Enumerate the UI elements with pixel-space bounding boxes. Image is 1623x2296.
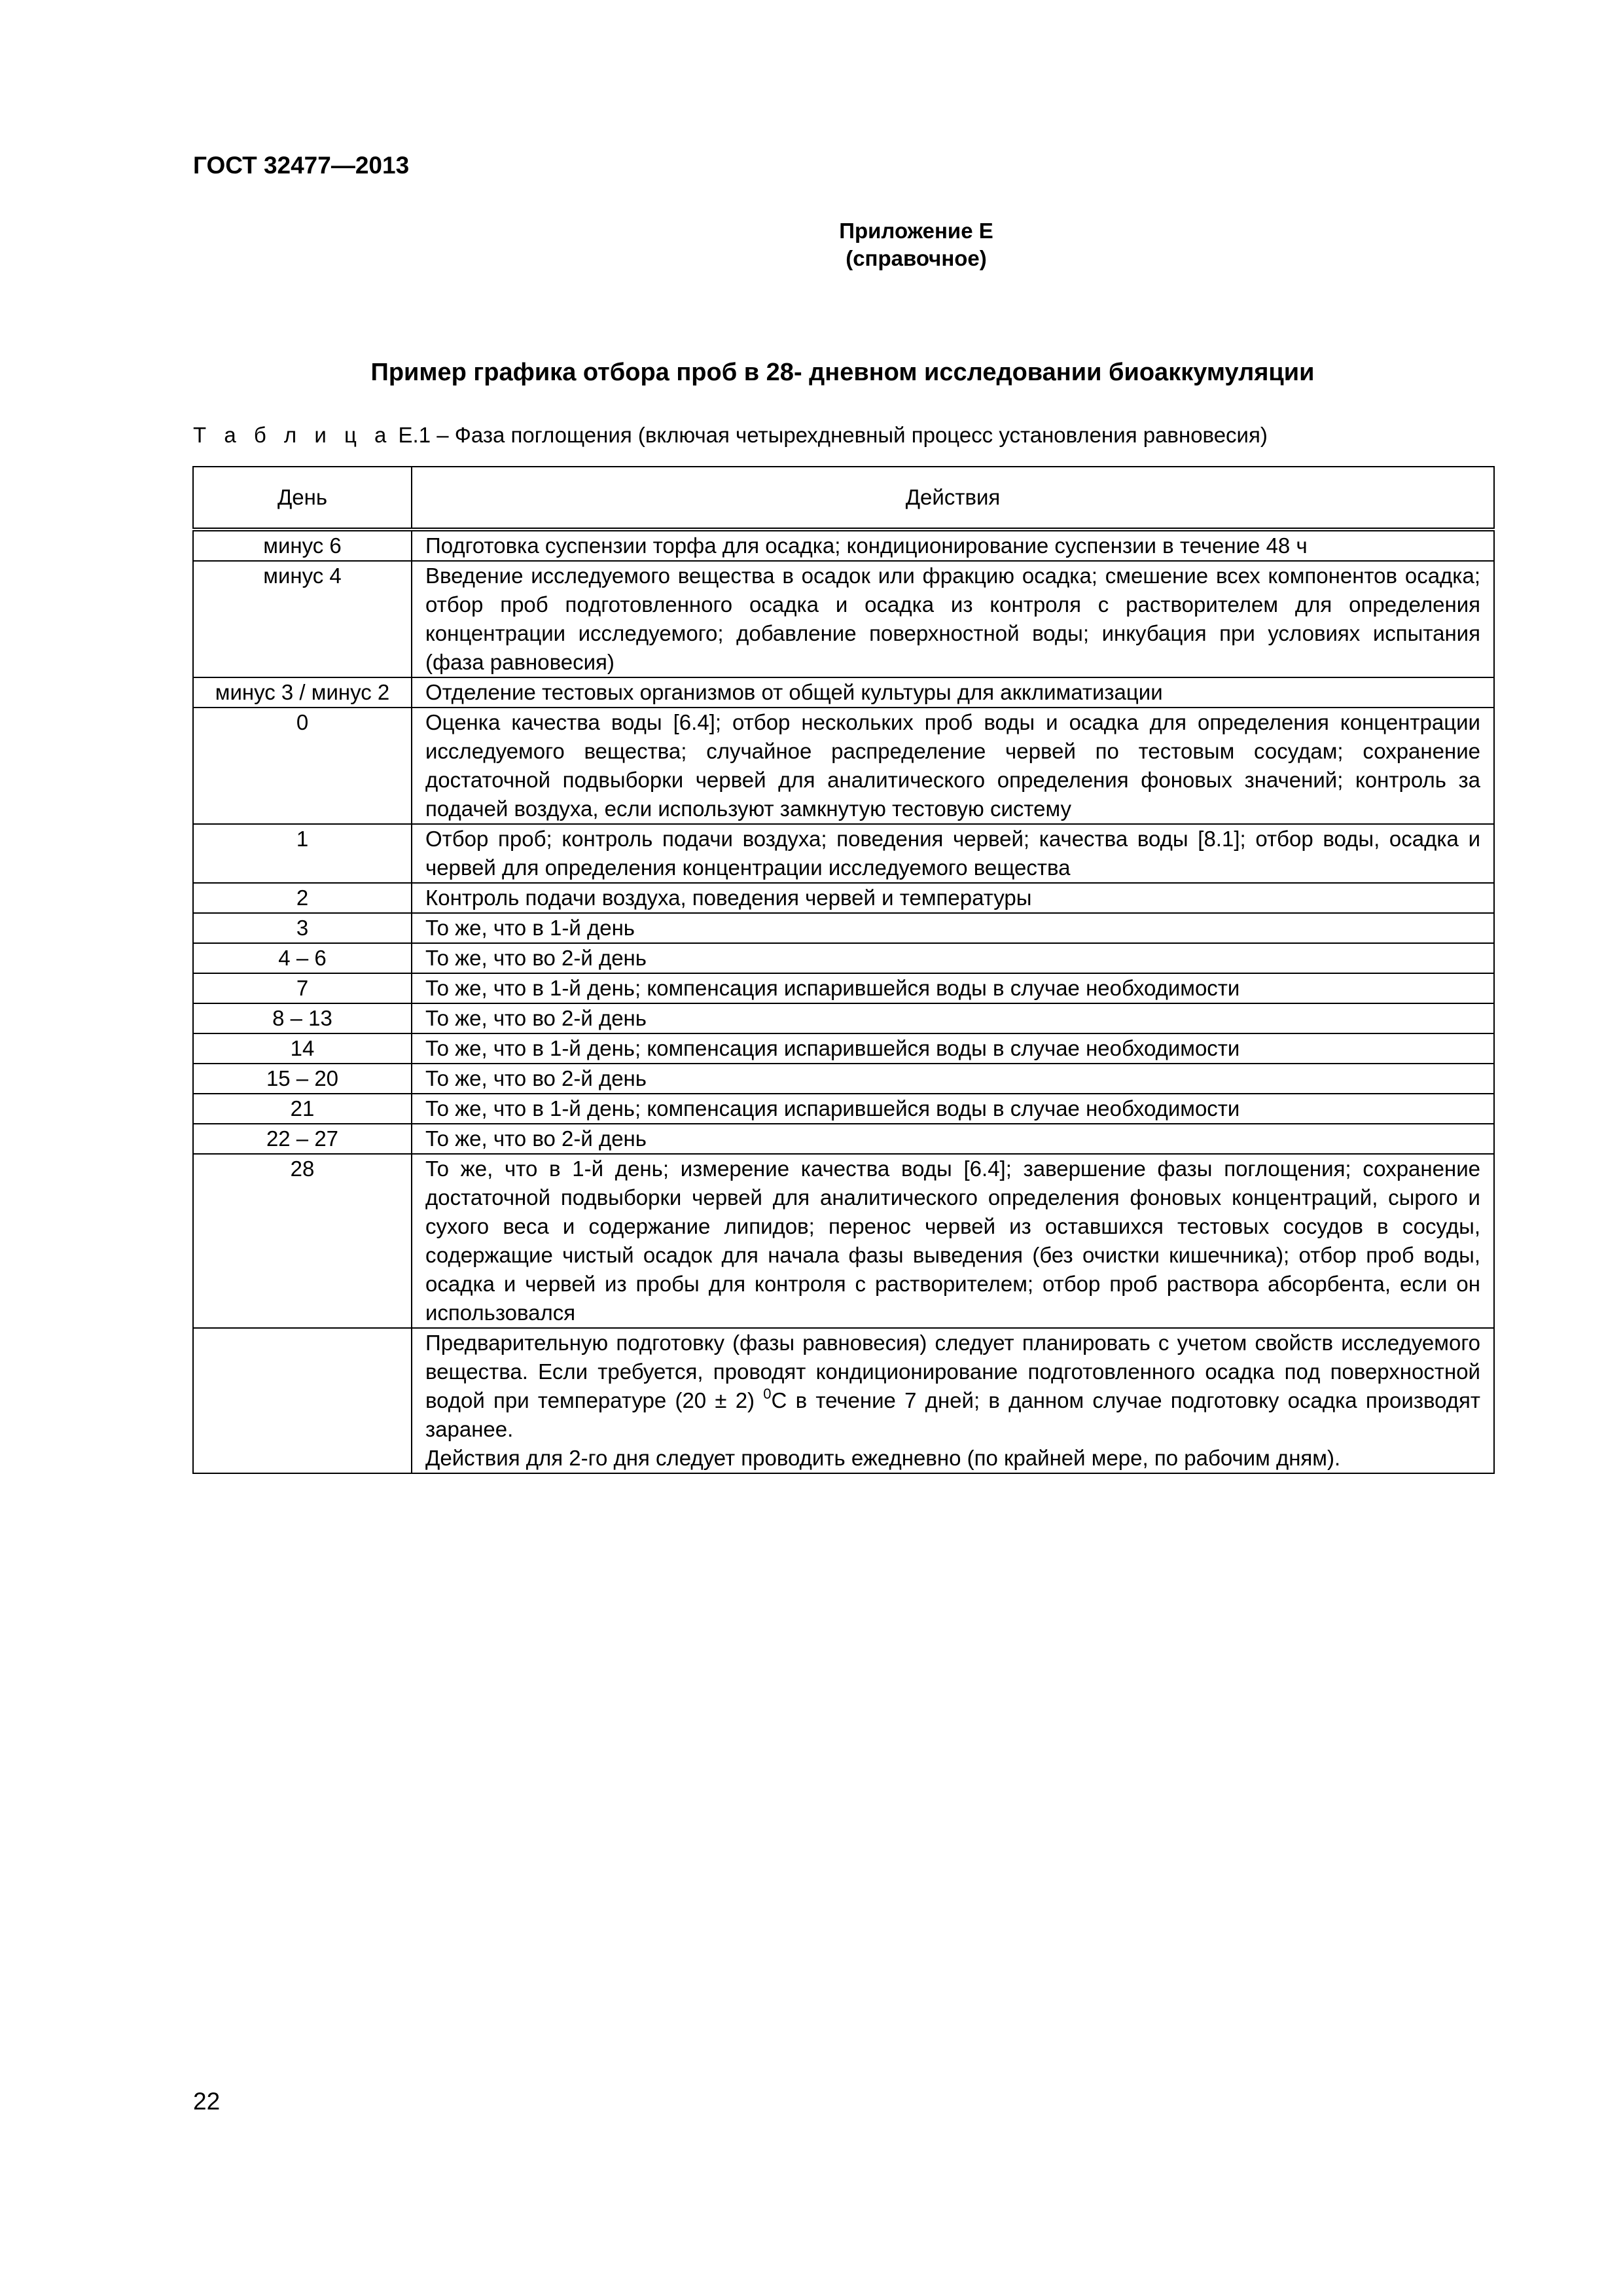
table-row	[193, 973, 1494, 1003]
actions-cell: Отделение тестовых организмов от общей культуры для акклиматизации	[412, 677, 1494, 708]
table-row	[193, 883, 1494, 913]
table-row	[193, 561, 1494, 677]
table-row	[193, 1124, 1494, 1154]
note-daily-actions: Действия для 2-го дня следует проводить ежедневно (по крайней мере, по рабочим дням).	[425, 1446, 1341, 1470]
day-cell: 4 – 6	[193, 943, 412, 973]
day-cell: минус 3 / минус 2	[193, 677, 412, 708]
annex-heading	[707, 217, 1126, 272]
actions-cell: То же, что в 1-й день; компенсация испарившейся воды в случае необходимости	[412, 1033, 1494, 1064]
table-caption-number: Е.1	[398, 423, 431, 447]
actions-cell: Подготовка суспензии торфа для осадка; кондиционирование суспензии в течение 48 ч	[412, 529, 1494, 561]
annex-status: (справочное)	[846, 246, 987, 270]
table-row	[193, 1064, 1494, 1094]
table-row	[193, 1033, 1494, 1064]
actions-cell: То же, что в 1-й день; компенсация испарившейся воды в случае необходимости	[412, 973, 1494, 1003]
table-row	[193, 1003, 1494, 1033]
table-caption-label: Т а б л и ц а	[193, 423, 393, 447]
note-preparation-text: Предварительную подготовку (фазы равновесия) следует планировать с учетом свойств исследуемого вещества. Если требуется, проводят кондиционирование подготовленного осадка под поверхностной водой при температуре (20 ± 2)	[425, 1331, 1480, 1412]
actions-cell: То же, что в 1-й день	[412, 913, 1494, 943]
actions-cell: Контроль подачи воздуха, поведения червей и температуры	[412, 883, 1494, 913]
table-row	[193, 529, 1494, 561]
column-header-day: День	[193, 467, 412, 529]
day-cell: 3	[193, 913, 412, 943]
page-title: Пример графика отбора проб в 28- дневном исследовании биоаккумуляции	[370, 359, 1315, 386]
actions-cell: Введение исследуемого вещества в осадок или фракцию осадка; смешение всех компонентов осадка; отбор проб подготовленного осадка и осадка из контроля с растворителем для определения концентрации исследуемого; добавление поверхностной воды; инкубация при условиях испытания (фаза равновесия)	[412, 561, 1494, 677]
actions-cell: То же, что в 1-й день; измерение качества воды [6.4]; завершение фазы поглощения; сохранение достаточной подвыборки червей для аналитического определения фоновых концентраций, сырого и сухого веса и содержание липидов; перенос червей из оставшихся тестовых сосудов в сосуды, содержащие чистый осадок для начала фазы выведения (без очистки кишечника); отбор проб воды, осадка и червей из пробы для контроля с растворителем; отбор проб раствора абсорбента, если он использовался	[412, 1154, 1494, 1328]
table-row	[193, 1094, 1494, 1124]
day-cell: 2	[193, 883, 412, 913]
table-notes-row	[193, 1328, 1494, 1473]
day-cell: 1	[193, 824, 412, 883]
day-cell: 22 – 27	[193, 1124, 412, 1154]
table-caption	[193, 423, 1268, 448]
note-preparation-tail: С в течение 7 дней; в данном случае подготовку осадка производят заранее.	[425, 1388, 1480, 1441]
actions-cell: То же, что в 1-й день; компенсация испарившейся воды в случае необходимости	[412, 1094, 1494, 1124]
actions-cell: То же, что во 2-й день	[412, 1124, 1494, 1154]
table-row	[193, 943, 1494, 973]
actions-cell: То же, что во 2-й день	[412, 943, 1494, 973]
degree-superscript: 0	[763, 1386, 772, 1402]
annex-label: Приложение Е	[839, 219, 993, 243]
day-cell: 14	[193, 1033, 412, 1064]
table-row	[193, 677, 1494, 708]
sampling-schedule-table	[192, 466, 1495, 1474]
table-row	[193, 913, 1494, 943]
table-row	[193, 708, 1494, 824]
day-cell: 7	[193, 973, 412, 1003]
day-cell: 8 – 13	[193, 1003, 412, 1033]
actions-cell: То же, что во 2-й день	[412, 1003, 1494, 1033]
table-header-row	[193, 467, 1494, 529]
document-code: ГОСТ 32477—2013	[193, 152, 410, 179]
table-caption-text: – Фаза поглощения (включая четырехдневный процесс установления равновесия)	[437, 423, 1268, 447]
page-number: 22	[193, 2088, 221, 2115]
day-cell: 0	[193, 708, 412, 824]
day-cell: 28	[193, 1154, 412, 1328]
day-cell: минус 4	[193, 561, 412, 677]
day-cell: 21	[193, 1094, 412, 1124]
column-header-actions: Действия	[412, 467, 1494, 529]
actions-cell: Оценка качества воды [6.4]; отбор нескольких проб воды и осадка для определения концентрации исследуемого вещества; случайное распределение червей по тестовым сосудам; сохранение достаточной подвыборки червей для аналитического определения фоновых значений; контроль за подачей воздуха, если используют замкнутую тестовую систему	[412, 708, 1494, 824]
actions-cell: То же, что во 2-й день	[412, 1064, 1494, 1094]
notes-cell	[412, 1328, 1494, 1473]
table-row	[193, 824, 1494, 883]
actions-cell: Отбор проб; контроль подачи воздуха; поведения червей; качества воды [8.1]; отбор воды, осадка и червей для определения концентрации исследуемого вещества	[412, 824, 1494, 883]
day-cell: 15 – 20	[193, 1064, 412, 1094]
note-preparation	[425, 1329, 1480, 1444]
day-cell: минус 6	[193, 529, 412, 561]
table-row	[193, 1154, 1494, 1328]
notes-empty-cell	[193, 1328, 412, 1473]
